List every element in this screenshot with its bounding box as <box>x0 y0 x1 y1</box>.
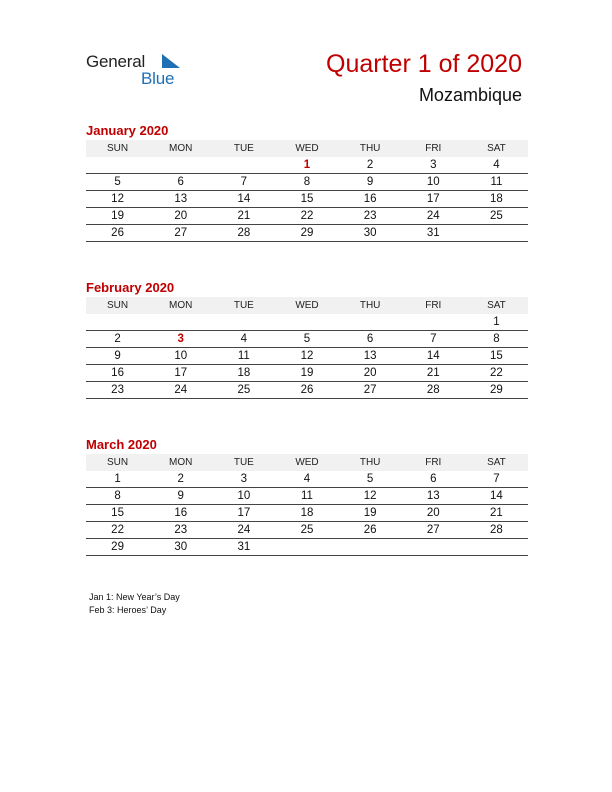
day-cell: 16 <box>149 505 212 522</box>
week-row <box>86 208 528 225</box>
holiday-notes <box>89 591 180 617</box>
week-row <box>86 174 528 191</box>
holiday-day-cell: 3 <box>149 331 212 348</box>
day-cell: 6 <box>149 174 212 191</box>
day-cell: 19 <box>86 208 149 225</box>
day-cell: 4 <box>275 471 338 488</box>
day-cell: 14 <box>212 191 275 208</box>
week-row <box>86 157 528 174</box>
day-cell: 17 <box>212 505 275 522</box>
week-row <box>86 382 528 399</box>
weekday-header: MON <box>149 454 212 471</box>
day-cell: 22 <box>465 365 528 382</box>
day-cell: 11 <box>275 488 338 505</box>
day-cell: 23 <box>86 382 149 399</box>
day-cell: 5 <box>339 471 402 488</box>
day-cell: 20 <box>339 365 402 382</box>
day-cell: 28 <box>465 522 528 539</box>
day-cell: 26 <box>86 225 149 242</box>
week-row <box>86 314 528 331</box>
day-cell: 20 <box>402 505 465 522</box>
holiday-day-cell: 1 <box>275 157 338 174</box>
week-row <box>86 488 528 505</box>
day-cell: 14 <box>465 488 528 505</box>
weekday-header: TUE <box>212 297 275 314</box>
day-cell: 30 <box>339 225 402 242</box>
day-cell: 24 <box>402 208 465 225</box>
month-march <box>86 436 528 556</box>
empty-day-cell <box>339 539 402 556</box>
empty-day-cell <box>402 539 465 556</box>
day-cell: 19 <box>275 365 338 382</box>
calendar-grid <box>86 140 528 242</box>
empty-day-cell <box>465 539 528 556</box>
day-cell: 10 <box>149 348 212 365</box>
day-cell: 6 <box>402 471 465 488</box>
holiday-note: Feb 3: Heroes’ Day <box>89 605 167 615</box>
day-cell: 3 <box>402 157 465 174</box>
day-cell: 29 <box>465 382 528 399</box>
weekday-header: SAT <box>465 454 528 471</box>
weekday-header: WED <box>275 454 338 471</box>
country-name: Mozambique <box>418 85 522 105</box>
day-cell: 18 <box>275 505 338 522</box>
day-cell: 7 <box>402 331 465 348</box>
weekday-header: SUN <box>86 140 149 157</box>
weekday-header: THU <box>339 297 402 314</box>
empty-day-cell <box>339 314 402 331</box>
day-cell: 11 <box>212 348 275 365</box>
day-cell: 12 <box>275 348 338 365</box>
day-cell: 5 <box>86 174 149 191</box>
week-row <box>86 471 528 488</box>
day-cell: 13 <box>149 191 212 208</box>
weekday-header: SUN <box>86 454 149 471</box>
weekday-header: TUE <box>212 140 275 157</box>
day-cell: 4 <box>212 331 275 348</box>
empty-day-cell <box>149 157 212 174</box>
day-cell: 3 <box>212 471 275 488</box>
day-cell: 19 <box>339 505 402 522</box>
day-cell: 8 <box>86 488 149 505</box>
day-cell: 21 <box>212 208 275 225</box>
day-cell: 29 <box>275 225 338 242</box>
weekday-header-row <box>86 454 528 471</box>
day-cell: 9 <box>339 174 402 191</box>
empty-day-cell <box>149 314 212 331</box>
day-cell: 1 <box>86 471 149 488</box>
week-row <box>86 505 528 522</box>
weekday-header: FRI <box>402 454 465 471</box>
day-cell: 16 <box>339 191 402 208</box>
day-cell: 5 <box>275 331 338 348</box>
calendar-grid <box>86 297 528 399</box>
weekday-header: FRI <box>402 297 465 314</box>
holiday-note: Jan 1: New Year’s Day <box>89 592 180 602</box>
week-row <box>86 539 528 556</box>
day-cell: 9 <box>149 488 212 505</box>
weekday-header: THU <box>339 140 402 157</box>
day-cell: 22 <box>275 208 338 225</box>
empty-day-cell <box>275 314 338 331</box>
day-cell: 8 <box>275 174 338 191</box>
day-cell: 22 <box>86 522 149 539</box>
day-cell: 1 <box>465 314 528 331</box>
day-cell: 14 <box>402 348 465 365</box>
day-cell: 10 <box>402 174 465 191</box>
day-cell: 26 <box>275 382 338 399</box>
day-cell: 9 <box>86 348 149 365</box>
weekday-header: THU <box>339 454 402 471</box>
weekday-header: FRI <box>402 140 465 157</box>
day-cell: 2 <box>86 331 149 348</box>
day-cell: 17 <box>402 191 465 208</box>
day-cell: 15 <box>275 191 338 208</box>
day-cell: 20 <box>149 208 212 225</box>
day-cell: 26 <box>339 522 402 539</box>
logo-triangle-icon <box>160 54 180 70</box>
empty-day-cell <box>212 157 275 174</box>
day-cell: 29 <box>86 539 149 556</box>
weekday-header: MON <box>149 140 212 157</box>
day-cell: 25 <box>465 208 528 225</box>
weekday-header-row <box>86 140 528 157</box>
day-cell: 25 <box>275 522 338 539</box>
day-cell: 31 <box>212 539 275 556</box>
month-february <box>86 279 528 399</box>
weekday-header: TUE <box>212 454 275 471</box>
day-cell: 21 <box>465 505 528 522</box>
month-title: February 2020 <box>86 280 175 295</box>
day-cell: 27 <box>149 225 212 242</box>
empty-day-cell <box>212 314 275 331</box>
day-cell: 15 <box>465 348 528 365</box>
day-cell: 18 <box>465 191 528 208</box>
day-cell: 4 <box>465 157 528 174</box>
weekday-header: WED <box>275 140 338 157</box>
empty-day-cell <box>86 314 149 331</box>
day-cell: 10 <box>212 488 275 505</box>
weekday-header: SUN <box>86 297 149 314</box>
day-cell: 16 <box>86 365 149 382</box>
day-cell: 28 <box>402 382 465 399</box>
day-cell: 6 <box>339 331 402 348</box>
week-row <box>86 331 528 348</box>
day-cell: 24 <box>149 382 212 399</box>
weekday-header: MON <box>149 297 212 314</box>
empty-day-cell <box>465 225 528 242</box>
weekday-header: SAT <box>465 140 528 157</box>
weekday-header: SAT <box>465 297 528 314</box>
empty-day-cell <box>86 157 149 174</box>
week-row <box>86 225 528 242</box>
day-cell: 21 <box>402 365 465 382</box>
day-cell: 27 <box>339 382 402 399</box>
day-cell: 23 <box>339 208 402 225</box>
page-title: Quarter 1 of 2020 <box>326 50 522 78</box>
day-cell: 12 <box>86 191 149 208</box>
empty-day-cell <box>275 539 338 556</box>
day-cell: 25 <box>212 382 275 399</box>
day-cell: 11 <box>465 174 528 191</box>
month-title: March 2020 <box>86 437 157 452</box>
month-january <box>86 122 528 242</box>
day-cell: 7 <box>465 471 528 488</box>
weekday-header: WED <box>275 297 338 314</box>
day-cell: 27 <box>402 522 465 539</box>
day-cell: 8 <box>465 331 528 348</box>
day-cell: 28 <box>212 225 275 242</box>
day-cell: 30 <box>149 539 212 556</box>
calendar-grid <box>86 454 528 556</box>
day-cell: 7 <box>212 174 275 191</box>
day-cell: 13 <box>402 488 465 505</box>
month-title: January 2020 <box>86 123 169 138</box>
day-cell: 15 <box>86 505 149 522</box>
day-cell: 2 <box>149 471 212 488</box>
day-cell: 2 <box>339 157 402 174</box>
logo-text-blue: Blue <box>141 69 175 88</box>
week-row <box>86 191 528 208</box>
day-cell: 24 <box>212 522 275 539</box>
day-cell: 18 <box>212 365 275 382</box>
weekday-header-row <box>86 297 528 314</box>
day-cell: 17 <box>149 365 212 382</box>
week-row <box>86 348 528 365</box>
day-cell: 12 <box>339 488 402 505</box>
day-cell: 23 <box>149 522 212 539</box>
week-row <box>86 522 528 539</box>
week-row <box>86 365 528 382</box>
day-cell: 13 <box>339 348 402 365</box>
generalblue-logo <box>86 52 186 92</box>
logo-text-general: General <box>86 52 146 71</box>
day-cell: 31 <box>402 225 465 242</box>
empty-day-cell <box>402 314 465 331</box>
